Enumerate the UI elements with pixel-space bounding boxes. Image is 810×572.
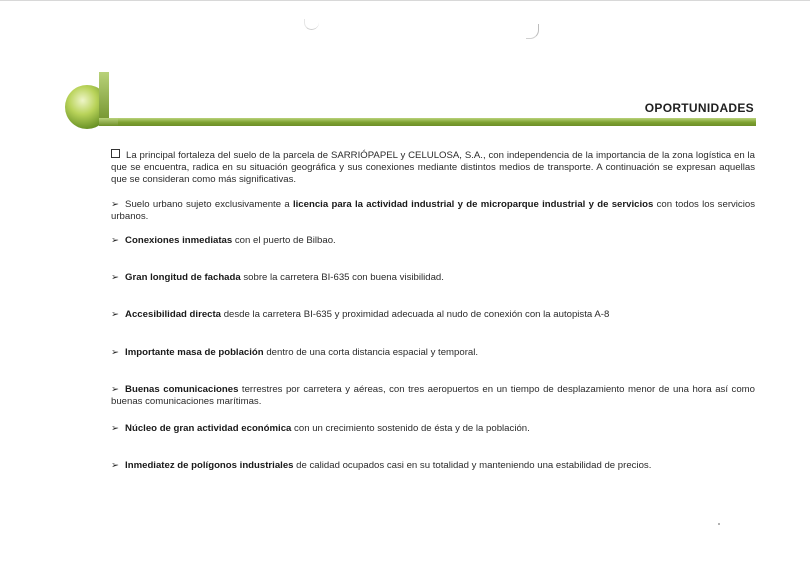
- header-divider-bar: [118, 118, 756, 126]
- item-text: de calidad ocupados casi en su totalidad y manteniendo una estabilidad de precios.: [293, 460, 652, 471]
- item-highlight: licencia para la actividad industrial y de microparque industrial y de servicios: [292, 199, 654, 210]
- intro-text: La principal fortaleza del suelo de la parcela de SARRIÓPAPEL y CELULOSA, S.A., con independencia de la importancia de la zona logística en la que se encuentra, radica en su situación geográfica y sus conexiones mediante distintos medios de transporte. A continuación se expresan aquellas que se consideran como más significativas.: [111, 150, 755, 185]
- intro-block: [111, 149, 755, 186]
- arrow-bullet-icon: ➢: [111, 199, 120, 210]
- arrow-bullet-icon: ➢: [111, 235, 120, 246]
- checkbox-bullet-icon: [111, 149, 120, 158]
- list-item: [111, 384, 755, 408]
- arrow-bullet-icon: ➢: [111, 384, 120, 395]
- punch-hole-mark: [526, 24, 539, 39]
- item-text: terrestres por carretera y aéreas, con tres aeropuertos en un tiempo de desplazamiento menor de una hora así como buenas comunicaciones marítimas.: [111, 384, 755, 407]
- arrow-bullet-icon: ➢: [111, 460, 120, 471]
- item-text: con un crecimiento sostenido de ésta y de la población.: [291, 423, 530, 434]
- arrow-bullet-icon: ➢: [111, 347, 120, 358]
- list-item: [111, 272, 755, 284]
- item-highlight: Inmediatez de polígonos industriales: [125, 460, 294, 471]
- page-title: OPORTUNIDADES: [644, 101, 754, 115]
- item-highlight: Núcleo de gran actividad económica: [125, 423, 292, 434]
- item-text: Suelo urbano sujeto exclusivamente a: [125, 199, 293, 210]
- list-item: [111, 199, 755, 223]
- arrow-bullet-icon: ➢: [111, 272, 120, 283]
- top-rule: [0, 0, 810, 1]
- arrow-bullet-icon: ➢: [111, 309, 120, 320]
- item-text: con todos los servicios urbanos.: [111, 199, 755, 222]
- item-highlight: Buenas comunicaciones: [125, 384, 239, 395]
- scan-speck: [718, 523, 720, 525]
- item-text: con el puerto de Bilbao.: [232, 235, 336, 246]
- list-item: [111, 423, 755, 435]
- item-text: desde la carretera BI-635 y proximidad adecuada al nudo de conexión con la autopista A-8: [221, 309, 610, 320]
- item-text: dentro de una corta distancia espacial y temporal.: [263, 347, 479, 358]
- list-item: [111, 309, 755, 321]
- item-highlight: Accesibilidad directa: [125, 309, 222, 320]
- list-item: [111, 460, 755, 472]
- item-highlight: Conexiones inmediatas: [125, 235, 233, 246]
- logo-icon: [64, 72, 144, 136]
- item-text: sobre la carretera BI-635 con buena visibilidad.: [240, 272, 444, 283]
- item-highlight: Gran longitud de fachada: [125, 272, 241, 283]
- list-item: [111, 347, 755, 359]
- arrow-bullet-icon: ➢: [111, 423, 120, 434]
- intro-paragraph: [111, 149, 755, 186]
- item-highlight: Importante masa de población: [125, 347, 264, 358]
- punch-hole-mark: [304, 19, 319, 30]
- list-item: [111, 235, 755, 247]
